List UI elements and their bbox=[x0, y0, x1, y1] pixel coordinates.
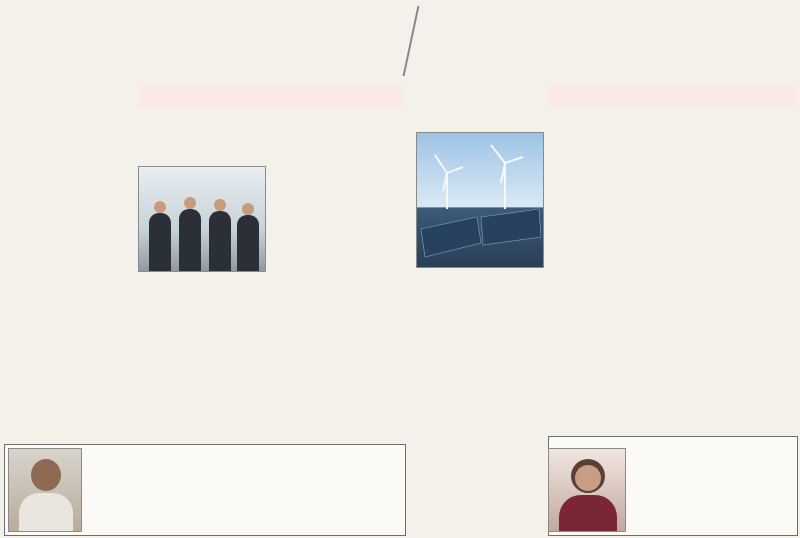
article-column-6 bbox=[672, 164, 796, 434]
wind-solar-photo bbox=[416, 132, 544, 268]
article-column-4 bbox=[410, 272, 544, 538]
executives-photo bbox=[138, 166, 266, 272]
red-subheadline bbox=[138, 86, 402, 108]
article-column-2 bbox=[138, 276, 270, 442]
article-column-3 bbox=[274, 166, 406, 442]
article-column-1 bbox=[4, 84, 134, 442]
headline-bar bbox=[0, 0, 800, 78]
headline-divider bbox=[403, 6, 420, 76]
spokesperson-photo bbox=[8, 448, 82, 532]
activist-photo bbox=[548, 448, 626, 532]
right-red-subheadline bbox=[548, 86, 798, 106]
side-story-left-body bbox=[89, 467, 401, 521]
article-column-5 bbox=[548, 164, 668, 434]
side-story-right-body bbox=[633, 461, 793, 523]
